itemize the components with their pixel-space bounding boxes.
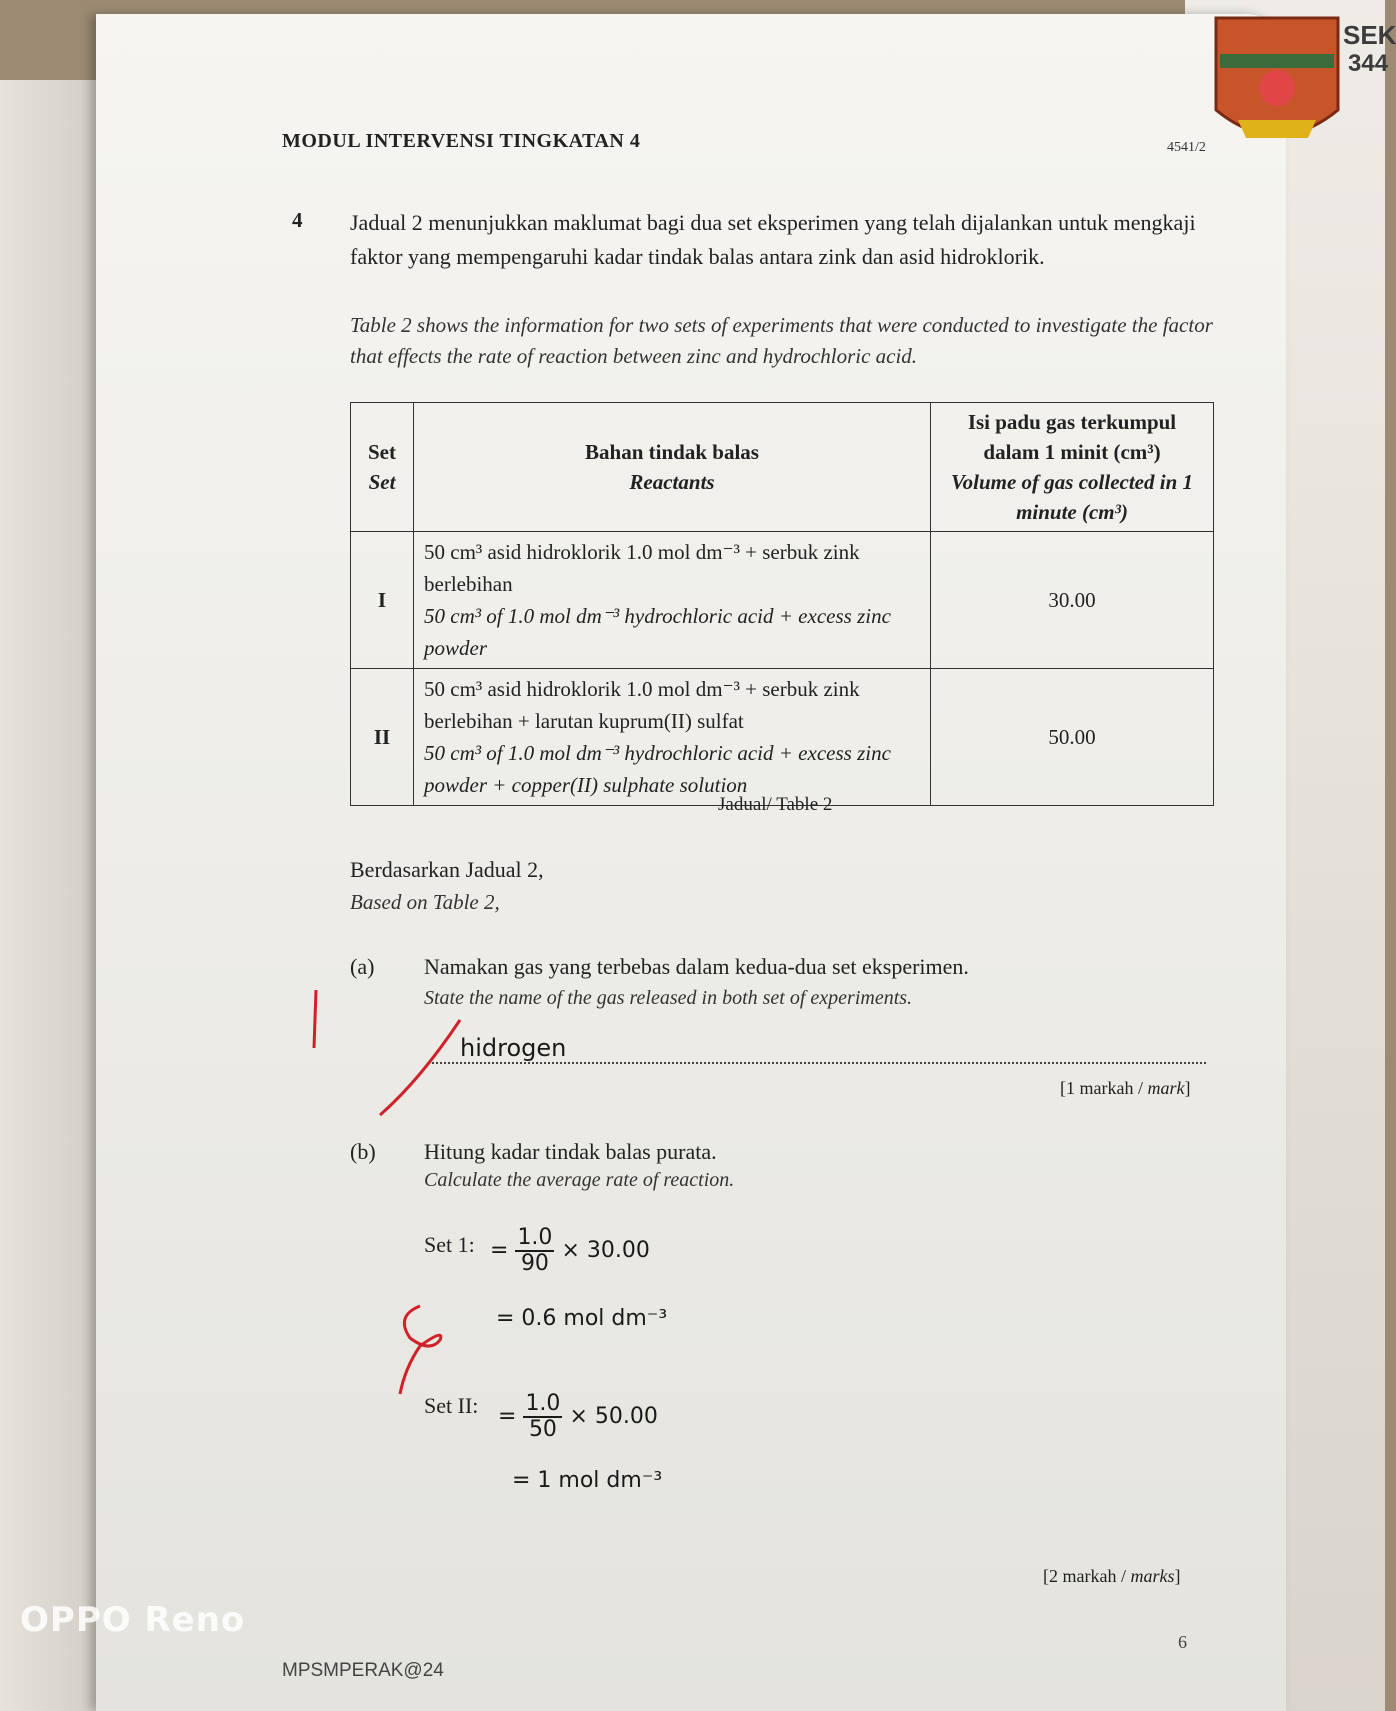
based-on-en: Based on Table 2, (350, 890, 500, 914)
module-title: MODUL INTERVENSI TINGKATAN 4 (282, 130, 641, 152)
question-text-en: Table 2 shows the information for two sets of experiments that were conducted to investigate the factor that effects the rate of reaction between zinc and hydrochloric acid. (350, 313, 1213, 368)
paper-code: 4541/2 (1167, 140, 1206, 155)
set2-label: Set II: (424, 1393, 479, 1418)
question-text-ms: Jadual 2 menunjukkan maklumat bagi dua set eksperimen yang telah dijalankan untuk mengkaji faktor yang mempengaruhi kadar tindak balas antara zink dan asid hidroklorik. (350, 210, 1196, 269)
cell-set: II (351, 669, 414, 806)
set1-working: = $\frac{1.0}{90}$ × 30.00 (490, 1225, 650, 1276)
red-mark-icon (390, 1298, 470, 1398)
school-crest-icon (1208, 10, 1346, 160)
part-a-label: (a) (350, 954, 375, 979)
header-volume: Isi padu gas terkumpul dalam 1 minit (cm³) Volume of gas collected in 1 minute (cm³) (931, 403, 1214, 532)
part-b-question-en: Calculate the average rate of reaction. (424, 1169, 735, 1191)
part-b-label: (b) (350, 1139, 376, 1164)
part-b-question-ms: Hitung kadar tindak balas purata. (424, 1139, 717, 1164)
question-number: 4 (292, 208, 303, 232)
table-caption: Jadual/ Table 2 (718, 794, 833, 815)
header-reactants: Bahan tindak balas Reactants (414, 403, 931, 532)
camera-watermark: OPPO Reno (20, 1600, 246, 1640)
part-a-question-en: State the name of the gas released in both set of experiments. (424, 987, 913, 1009)
part-a-marks: [1 markah / mark] (1060, 1078, 1191, 1098)
school-code-2: 344 (1348, 50, 1389, 77)
table-row (351, 669, 1214, 806)
set2-result: = 1 mol dm⁻³ (512, 1468, 663, 1493)
cell-volume: 30.00 (931, 532, 1214, 669)
part-a-answer: hidrogen (460, 1034, 567, 1062)
page-number: 6 (1178, 1632, 1187, 1652)
cell-reactants: 50 cm³ asid hidroklorik 1.0 mol dm⁻³ + serbuk zink berlebihan + larutan kuprum(II) sulfat 50 cm³ of 1.0 mol dm⁻³ hydrochloric acid + excess zinc powder + copper(II) sulphate solution (414, 669, 931, 806)
set1-result: = 0.6 mol dm⁻³ (496, 1306, 668, 1331)
part-b-marks: [2 markah / marks] (1043, 1566, 1181, 1586)
based-on-ms: Berdasarkan Jadual 2, (350, 857, 544, 882)
answer-line (432, 1062, 1206, 1064)
set2-working: = $\frac{1.0}{50}$ × 50.00 (498, 1391, 658, 1442)
school-code-1: SEK (1343, 20, 1396, 50)
part-a-question-ms: Namakan gas yang terbebas dalam kedua-dua set eksperimen. (424, 954, 969, 979)
red-tick-icon (300, 980, 480, 1120)
header-set: Set Set (351, 403, 414, 532)
set1-label: Set 1: (424, 1232, 475, 1257)
footer-code: MPSMPERAK@24 (282, 1660, 444, 1681)
experiment-table (350, 402, 1214, 806)
cell-set: I (351, 532, 414, 669)
cell-reactants: 50 cm³ asid hidroklorik 1.0 mol dm⁻³ + serbuk zink berlebihan 50 cm³ of 1.0 mol dm⁻³ hydrochloric acid + excess zinc powder (414, 532, 931, 669)
table-row (351, 532, 1214, 669)
cell-volume: 50.00 (931, 669, 1214, 806)
